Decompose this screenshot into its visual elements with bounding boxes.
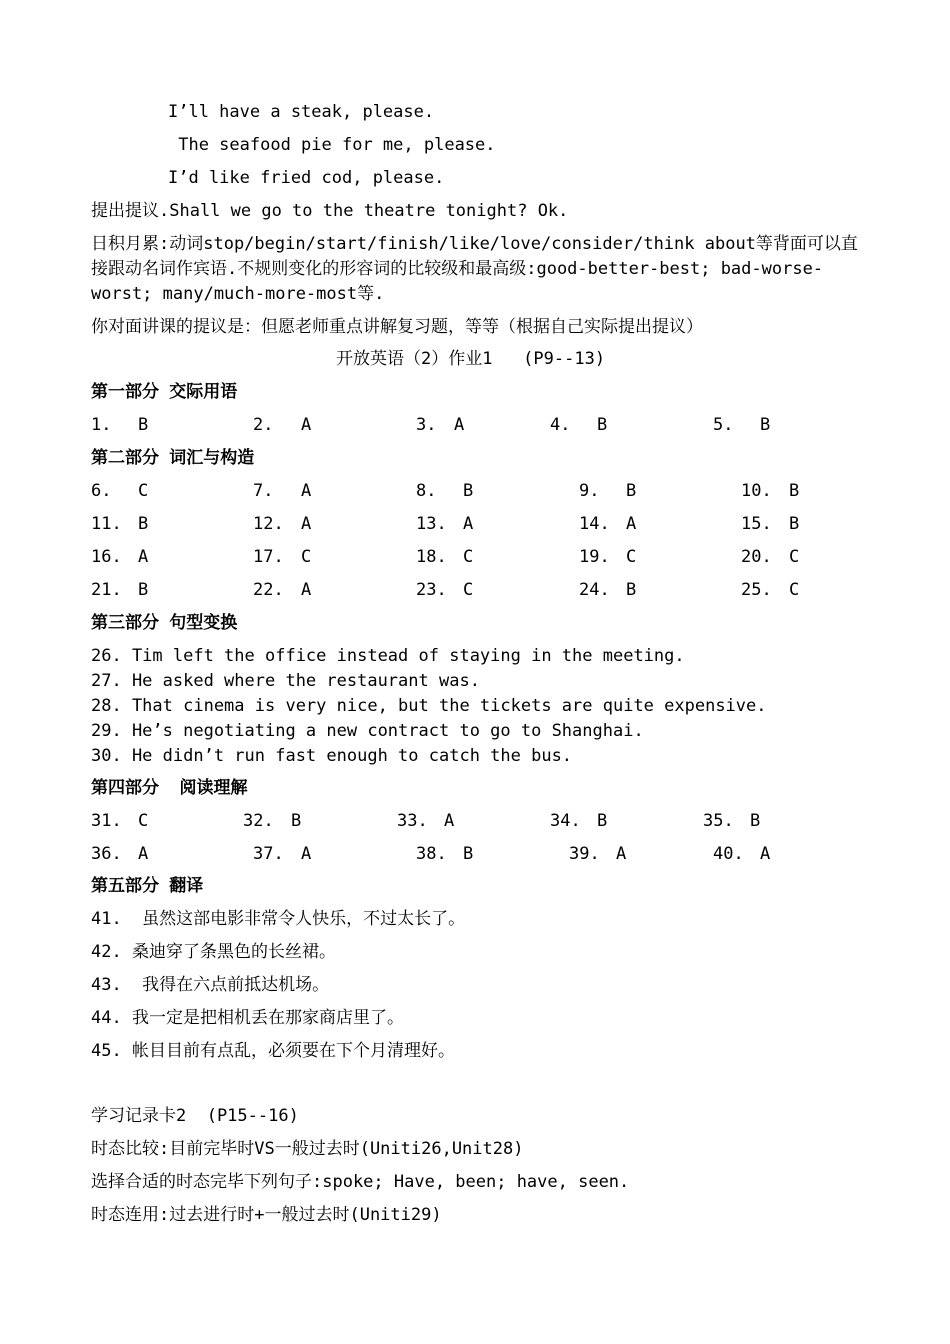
part5-sentence: 41. 虽然这部电影非常令人快乐，不过太长了。 bbox=[91, 909, 466, 929]
part4-heading: 第四部分 阅读理解 bbox=[91, 778, 248, 798]
answer-choice: C bbox=[301, 547, 312, 567]
answer-number: 3. bbox=[416, 415, 437, 435]
answer-choice: C bbox=[626, 547, 637, 567]
answer-number: 16. bbox=[91, 547, 122, 567]
answer-choice: B bbox=[138, 514, 149, 534]
answer-number: 19. bbox=[579, 547, 610, 567]
answer-choice: A bbox=[138, 547, 149, 567]
accumulation-line-1: 日积月累:动词stop/begin/start/finish/like/love/consider/think about等背面可以直 bbox=[91, 234, 858, 254]
answer-number: 9. bbox=[579, 481, 600, 501]
answer-choice: A bbox=[626, 514, 637, 534]
answer-number: 4. bbox=[550, 415, 571, 435]
answer-choice: A bbox=[301, 481, 312, 501]
part3-heading: 第三部分 句型变换 bbox=[91, 613, 238, 633]
answer-number: 14. bbox=[579, 514, 610, 534]
part5-heading: 第五部分 翻译 bbox=[91, 876, 204, 896]
answer-number: 6. bbox=[91, 481, 112, 501]
part3-sentence: 29. He’s negotiating a new contract to go to Shanghai. bbox=[91, 721, 644, 741]
answer-choice: B bbox=[597, 415, 608, 435]
answer-number: 24. bbox=[579, 580, 610, 600]
answer-choice: C bbox=[138, 811, 149, 831]
answer-number: 22. bbox=[253, 580, 284, 600]
answer-choice: B bbox=[463, 481, 474, 501]
answer-choice: B bbox=[789, 514, 800, 534]
answer-choice: A bbox=[301, 580, 312, 600]
answer-number: 11. bbox=[91, 514, 122, 534]
answer-choice: B bbox=[597, 811, 608, 831]
answer-number: 18. bbox=[416, 547, 447, 567]
answer-number: 38. bbox=[416, 844, 447, 864]
answer-number: 37. bbox=[253, 844, 284, 864]
answer-number: 15. bbox=[741, 514, 772, 534]
answer-number: 31. bbox=[91, 811, 122, 831]
answer-choice: A bbox=[463, 514, 474, 534]
answer-number: 34. bbox=[550, 811, 581, 831]
part5-sentence: 44. 我一定是把相机丢在那家商店里了。 bbox=[91, 1008, 404, 1028]
answer-number: 12. bbox=[253, 514, 284, 534]
intro-line-2: The seafood pie for me, please. bbox=[168, 135, 496, 155]
answer-choice: C bbox=[138, 481, 149, 501]
answer-choice: B bbox=[626, 580, 637, 600]
part3-sentence: 28. That cinema is very nice, but the tickets are quite expensive. bbox=[91, 696, 767, 716]
part3-sentence: 30. He didn’t run fast enough to catch the bus. bbox=[91, 746, 573, 766]
answer-choice: A bbox=[454, 415, 465, 435]
answer-number: 20. bbox=[741, 547, 772, 567]
part1-heading: 第一部分 交际用语 bbox=[91, 382, 238, 402]
answer-number: 23. bbox=[416, 580, 447, 600]
record-card-title: 学习记录卡2 (P15--16) bbox=[91, 1106, 299, 1126]
answer-choice: B bbox=[760, 415, 771, 435]
answer-choice: A bbox=[616, 844, 627, 864]
record-card-line: 时态比较:目前完毕时VS一般过去时(Uniti26,Unit28) bbox=[91, 1139, 524, 1159]
answer-choice: B bbox=[789, 481, 800, 501]
answer-number: 32. bbox=[243, 811, 274, 831]
answer-choice: C bbox=[789, 547, 800, 567]
answer-choice: B bbox=[291, 811, 302, 831]
part2-heading: 第二部分 词汇与构造 bbox=[91, 448, 255, 468]
answer-number: 39. bbox=[569, 844, 600, 864]
answer-number: 8. bbox=[416, 481, 437, 501]
part5-sentence: 43. 我得在六点前抵达机场。 bbox=[91, 975, 330, 995]
part3-sentence: 27. He asked where the restaurant was. bbox=[91, 671, 480, 691]
answer-choice: B bbox=[138, 415, 149, 435]
homework-title: 开放英语（2）作业1 (P9--13) bbox=[336, 349, 606, 369]
answer-number: 33. bbox=[397, 811, 428, 831]
part5-sentence: 42. 桑迪穿了条黑色的长丝裙。 bbox=[91, 942, 336, 962]
answer-number: 2. bbox=[253, 415, 274, 435]
answer-choice: B bbox=[463, 844, 474, 864]
feedback-line: 你对面讲课的提议是：但愿老师重点讲解复习题，等等（根据自己实际提出提议） bbox=[91, 317, 703, 337]
answer-number: 35. bbox=[703, 811, 734, 831]
answer-number: 17. bbox=[253, 547, 284, 567]
answer-number: 40. bbox=[713, 844, 744, 864]
accumulation-line-2: 接跟动名词作宾语.不规则变化的形容词的比较级和最高级:good-better-best; bad-worse- bbox=[91, 259, 824, 279]
intro-line-3: I’d like fried cod, please. bbox=[168, 168, 445, 188]
answer-choice: A bbox=[760, 844, 771, 864]
answer-choice: B bbox=[750, 811, 761, 831]
answer-number: 25. bbox=[741, 580, 772, 600]
answer-choice: A bbox=[301, 415, 312, 435]
record-card-line: 选择合适的时态完毕下列句子:spoke; Have, been; have, seen. bbox=[91, 1172, 630, 1192]
suggestion-line: 提出提议.Shall we go to the theatre tonight? Ok. bbox=[91, 201, 569, 221]
answer-choice: B bbox=[626, 481, 637, 501]
intro-line-1: I’ll have a steak, please. bbox=[168, 102, 435, 122]
answer-choice: A bbox=[301, 844, 312, 864]
answer-number: 21. bbox=[91, 580, 122, 600]
answer-number: 1. bbox=[91, 415, 112, 435]
answer-number: 5. bbox=[713, 415, 734, 435]
record-card-line: 时态连用:过去进行时+一般过去时(Uniti29) bbox=[91, 1205, 442, 1225]
part5-sentence: 45. 帐目目前有点乱，必须要在下个月清理好。 bbox=[91, 1041, 455, 1061]
accumulation-line-3: worst; many/much-more-most等. bbox=[91, 284, 385, 304]
answer-choice: C bbox=[463, 547, 474, 567]
answer-number: 7. bbox=[253, 481, 274, 501]
answer-choice: A bbox=[444, 811, 455, 831]
answer-number: 13. bbox=[416, 514, 447, 534]
answer-choice: A bbox=[301, 514, 312, 534]
answer-number: 36. bbox=[91, 844, 122, 864]
answer-choice: C bbox=[463, 580, 474, 600]
answer-choice: A bbox=[138, 844, 149, 864]
answer-choice: C bbox=[789, 580, 800, 600]
answer-number: 10. bbox=[741, 481, 772, 501]
part3-sentence: 26. Tim left the office instead of staying in the meeting. bbox=[91, 646, 685, 666]
answer-choice: B bbox=[138, 580, 149, 600]
